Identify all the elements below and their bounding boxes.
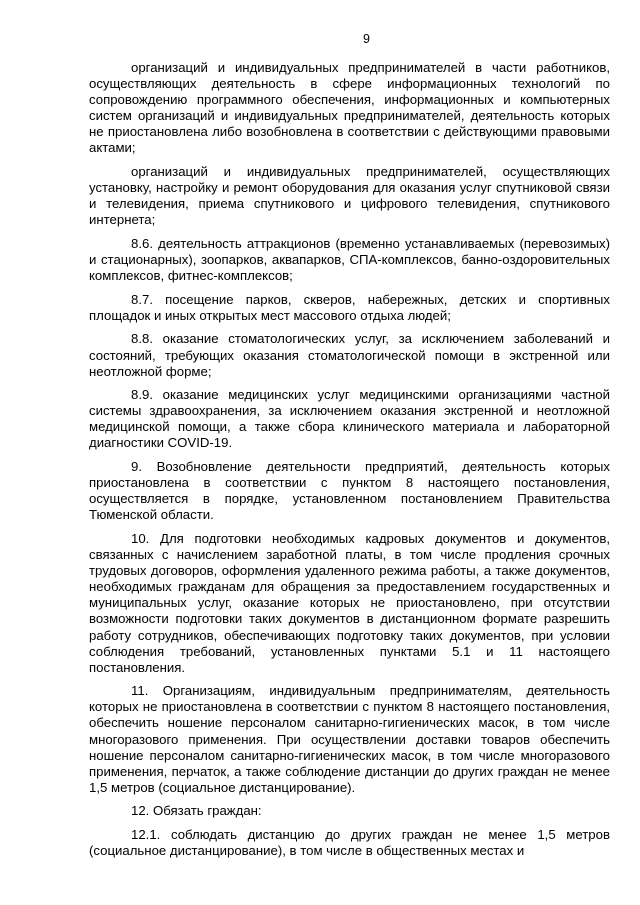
page-number: 9 xyxy=(363,32,370,46)
paragraph-it-workers: организаций и индивидуальных предпринимателей в части работников, осуществляющих деятельность в сфере информационных технологий по сопровождению программного обеспечения, информационных и компьютерных систем организаций и индивидуальных предпринимателей, деятельность которых не приостановлена либо возобновлена в соответствии с действующими правовыми актами; xyxy=(89,60,610,156)
paragraph-10: 10. Для подготовки необходимых кадровых документов и документов, связанных с начислением заработной платы, в том числе продления срочных трудовых договоров, оформления удаленного режима работы, а также документов, необходимых гражданам для обращения за предоставлением государственных и муниципальных услуг, оказание которых не приостановлено, при отсутствии возможности подготовки таких документов в дистанционном формате разрешить работу сотрудников, обеспечивающих подготовку таких документов, при условии соблюдения требований, установленных пунктами 5.1 и 11 настоящего постановления. xyxy=(89,530,610,675)
paragraph-12: 12. Обязать граждан: xyxy=(131,803,262,819)
paragraph-11: 11. Организациям, индивидуальным предпринимателям, деятельность которых не приостановлена в соответствии с пунктом 8 настоящего постановления, обеспечить ношение персоналом санитарно-гигиенических масок, в том числе многоразового применения. При осуществлении доставки товаров обеспечить ношение персоналом санитарно-гигиенических масок, в том числе многоразового применения, перчаток, а также соблюдение дистанции до других граждан не менее 1,5 метров (социальное дистанцирование). xyxy=(89,683,610,795)
paragraph-12-1: 12.1. соблюдать дистанцию до других граждан не менее 1,5 метров (социальное дистанцирование), в том числе в общественных местах и xyxy=(89,827,610,859)
paragraph-satellite-services: организаций и индивидуальных предпринимателей, осуществляющих установку, настройку и ремонт оборудования для оказания услуг спутниковой связи и телевидения, приема спутникового и цифрового телевидения, спутникового интернета; xyxy=(89,164,610,228)
paragraph-8-9: 8.9. оказание медицинских услуг медицинскими организациями частной системы здравоохранения, за исключением оказания экстренной и неотложной медицинской помощи, а также сбора клинического материала и лабораторной диагностики COVID-19. xyxy=(89,387,610,451)
paragraph-8-8: 8.8. оказание стоматологических услуг, за исключением заболеваний и состояний, требующих оказания стоматологической помощи в экстренной или неотложной форме; xyxy=(89,331,610,379)
paragraph-9: 9. Возобновление деятельности предприятий, деятельность которых приостановлена в соответствии с пунктом 8 настоящего постановления, осуществляется в порядке, установленном постановлением Правительства Тюменской области. xyxy=(89,459,610,523)
paragraph-8-6: 8.6. деятельность аттракционов (временно устанавливаемых (перевозимых) и стационарных), зоопарков, аквапарков, СПА-комплексов, банно-оздоровительных комплексов, фитнес-комплексов; xyxy=(89,235,610,284)
paragraph-8-7: 8.7. посещение парков, скверов, набережных, детских и спортивных площадок и иных открытых мест массового отдыха людей; xyxy=(89,291,610,323)
